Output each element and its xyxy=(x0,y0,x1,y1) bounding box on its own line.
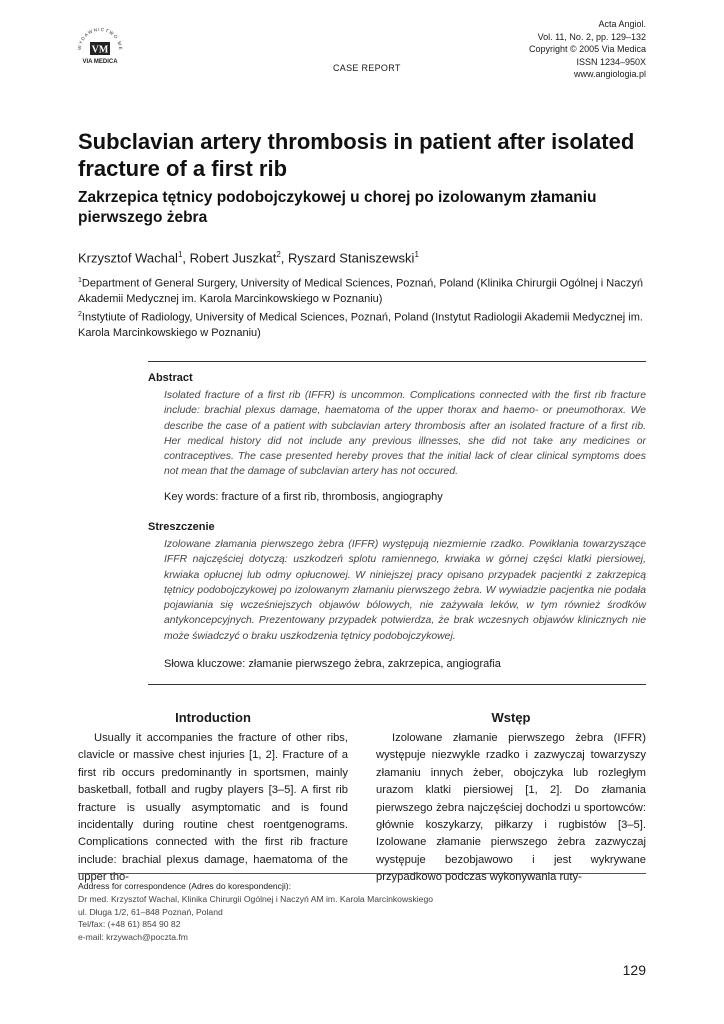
wstep-heading: Wstęp xyxy=(491,710,531,725)
affiliation-mark: 1 xyxy=(78,277,82,284)
affiliation-text: Instytiute of Radiology, University of Medical Sciences, Poznań, Poland (Instytut Radiologii Akademii Medycznej im. Karola Marcinkowskiego w Poznaniu) xyxy=(78,311,643,339)
author-name: Robert Juszkat xyxy=(189,250,277,266)
journal-name: Acta Angiol. xyxy=(598,19,646,29)
author-name: Krzysztof Wachal xyxy=(78,250,178,266)
correspondence-heading: Address for correspondence (Adres do korespondencji): xyxy=(78,881,292,891)
wstep-body: Izolowane złamanie pierwszego żebra (IFFR) występuje niezwykle rzadko i zazwyczaj towarzyszy złamaniu innych żeber, obojczyka lub rozległym urazom klatki piersiowej [1, 2]. Do złamania pierwszego żebra najczęściej dochodzi u sportowców: głównie koszykarzy, piłkarzy i rugbistów [3–5]. Izolowane złamanie pierwszego żebra zazwyczaj występuje bezobjawowo i jest wykrywane przypadkowo podczas wykonywania ruty- xyxy=(376,732,646,884)
author-list xyxy=(78,250,419,265)
author-name: Ryszard Staniszewski xyxy=(288,250,415,266)
article-title: Subclavian artery thrombosis in patient after isolated fracture of a first rib xyxy=(78,129,635,181)
affiliation-item xyxy=(78,307,658,341)
abstract-heading: Abstract xyxy=(148,372,193,384)
logo-arc-text: WYDAWNICTWO ME xyxy=(76,26,124,52)
introduction-heading: Introduction xyxy=(175,710,251,725)
streszczenie-heading: Streszczenie xyxy=(148,521,215,533)
author-separator: , xyxy=(280,250,289,266)
author-affiliation-mark: 1 xyxy=(414,250,419,259)
journal-volume: Vol. 11, No. 2, pp. 129–132 xyxy=(537,31,646,42)
correspondence-line: Dr med. Krzysztof Wachal, Klinika Chirurgii Ogólnej i Naczyń AM im. Karola Marcinkowskiego xyxy=(78,893,434,904)
page-number: 129 xyxy=(622,962,646,978)
journal-info xyxy=(529,18,646,81)
correspondence-line: ul. Długa 1/2, 61–848 Poznań, Poland xyxy=(78,906,223,917)
logo-monogram: VM xyxy=(91,44,109,56)
publisher-logo xyxy=(72,22,128,78)
author-affiliation-mark: 1 xyxy=(177,250,183,259)
article-subtitle: Zakrzepica tętnicy podobojczykowej u chorej po izolowanym złamaniu pierwszego żebra xyxy=(78,189,597,226)
affiliation-text: Department of General Surgery, University of Medical Sciences, Poznań, Poland (Klinika Chirurgii Ogólnej i Naczyń Akademii Medycznej im. Karola Marcinkowskiego w Poznaniu) xyxy=(78,277,643,305)
correspondence-block xyxy=(78,880,433,944)
abstract-bottom-divider xyxy=(148,684,646,685)
journal-copyright: Copyright © 2005 Via Medica xyxy=(528,44,646,54)
via-medica-logo-icon xyxy=(72,22,128,78)
affiliation-mark: 2 xyxy=(78,311,82,319)
streszczenie-body: Izolowane złamania pierwszego żebra (IFFR) występują niezmiernie rzadko. Powikłania towarzyszące IFFR najczęściej dotyczą: uszkodzeń splotu ramiennego, krwiaka w górnej części klatki piersiowej, krwiaka opłucnej lub odmy opłucnowej. W niniejszej pracy opisano przypadek pacjentki z zakrzepicą tętnicy podobojczykowej po izolowanym złamaniu pierwszego żebra. W wywiadzie pacjentka nie podała pojawiania się wcześniejszych objawów bólowych, nie zażywała leków, w tym również środków antykoncepcyjnych. Prezentowany przypadek potwierdza, że brak wczesnych objawów klinicznych nie może świadczyć o braku uszkodzenia tętnicy podobojczykowej. xyxy=(164,539,646,642)
author-separator: , xyxy=(182,250,190,266)
affiliations xyxy=(78,273,658,341)
journal-issn: ISSN 1234–950X xyxy=(576,56,646,67)
abstract-top-divider xyxy=(148,361,646,362)
footer-divider xyxy=(78,873,646,874)
correspondence-line: Tel/fax: (+48 61) 854 90 82 xyxy=(78,919,181,930)
abstract-keywords: Key words: fracture of a first rib, thrombosis, angiography xyxy=(164,491,443,503)
logo-name: VIA MEDICA xyxy=(82,59,118,65)
section-label: CASE REPORT xyxy=(333,63,401,73)
affiliation-item xyxy=(78,273,658,307)
journal-website: www.angiologia.pl xyxy=(573,69,646,79)
abstract-body: Isolated fracture of a first rib (IFFR) is uncommon. Complications connected with the first rib fracture include: brachial plexus damage, haematoma of the upper thorax and haemo- or pneumothorax. We describe the case of a patient with subclavian artery thrombosis after an isolated fracture of a first rib. Her medical history did not include any previous illnesses, she did not take any medicines or contraceptives. The case presented hereby proves that the initial lack of clear clinical symptoms does not mean that the damage of subclavian artery has not occured. xyxy=(164,390,646,478)
correspondence-email: e-mail: krzywach@poczta.fm xyxy=(78,932,188,943)
author-affiliation-mark: 2 xyxy=(276,250,281,259)
introduction-body: Usually it accompanies the fracture of other ribs, clavicle or massive chest injuries [1, 2]. Fracture of a first rib occurs predominantly in sportsmen, mainly basketball, fotball and rugby players [3–5]. A first rib fracture is usually asymptomatic and is found incidentally during routine chest roentgenograms. Complications connected with the first rib fracture include: brachial plexus damage, haematoma of the upper tho- xyxy=(78,732,348,884)
streszczenie-keywords: Słowa kluczowe: złamanie pierwszego żebra, zakrzepica, angiografia xyxy=(164,658,501,670)
